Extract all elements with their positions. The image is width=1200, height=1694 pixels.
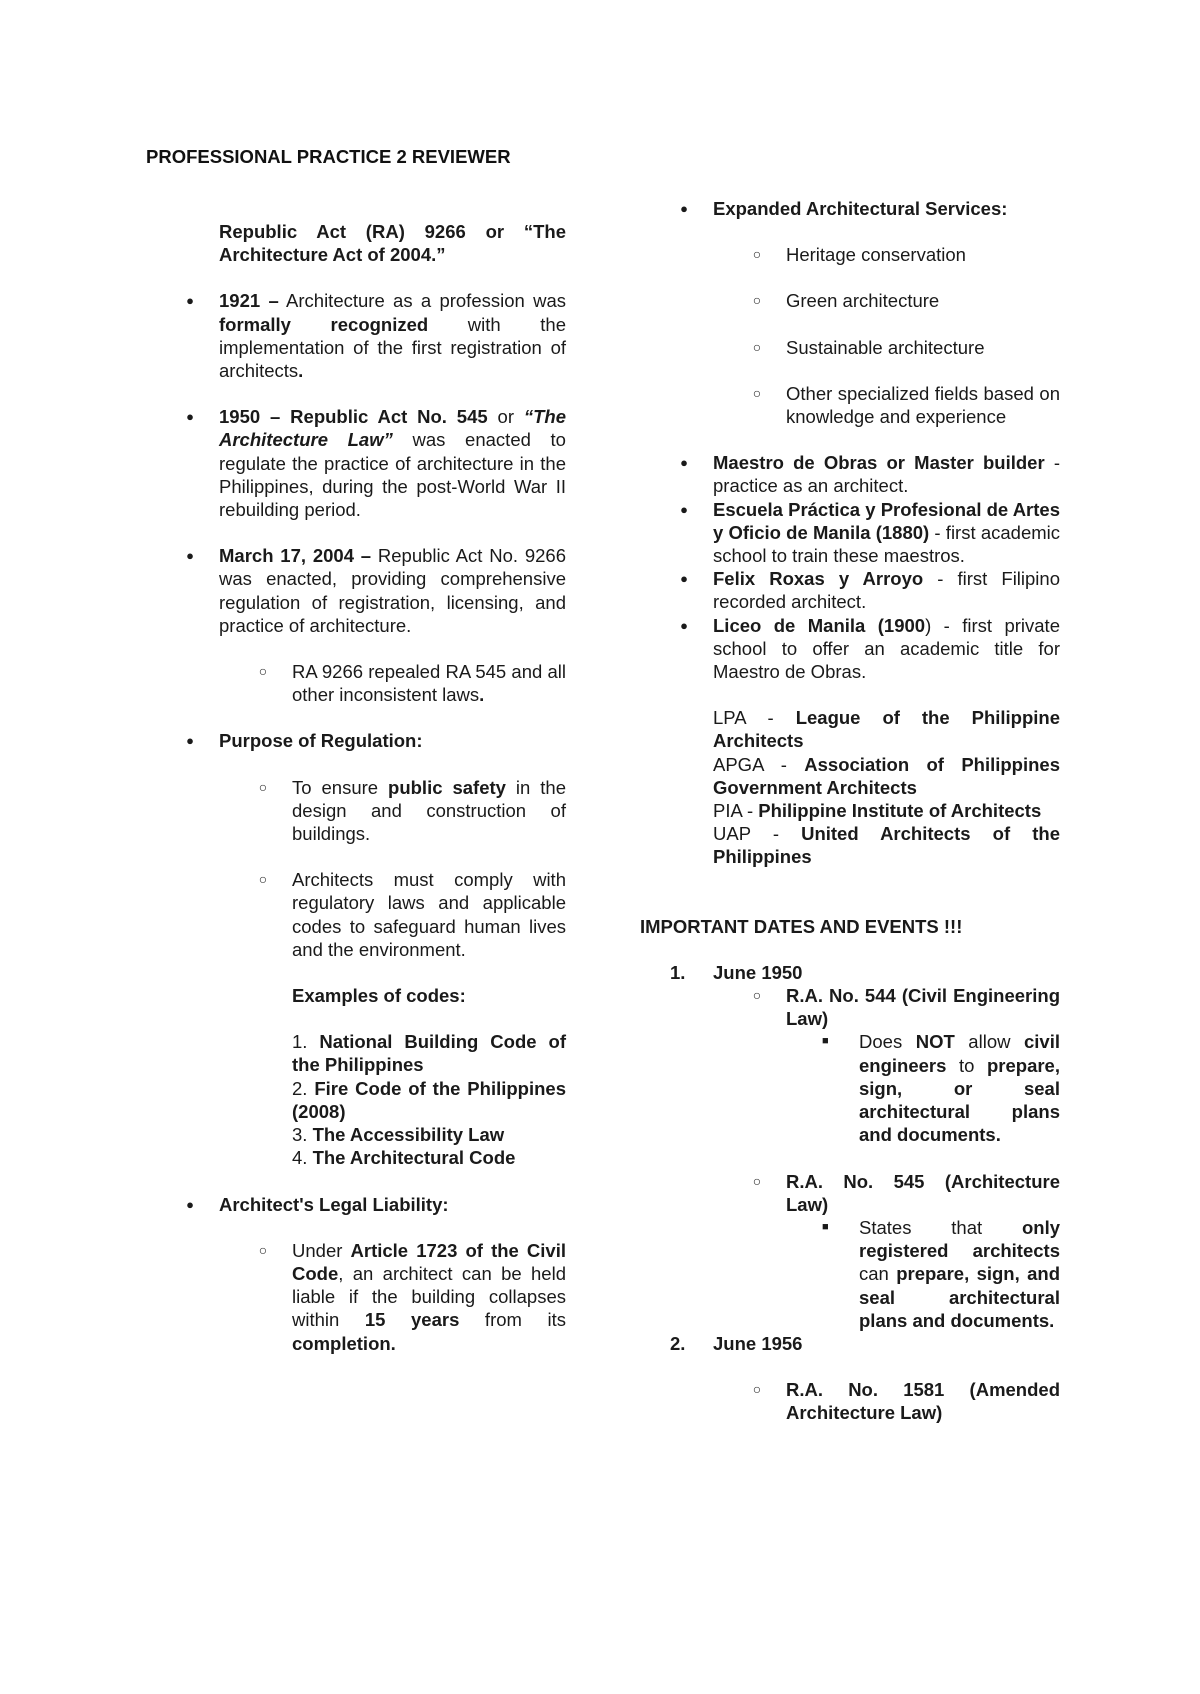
bullet-dot-icon: ● — [680, 617, 688, 633]
bullet-1950: ● 1950 – Republic Act No. 545 or “The Architecture Law” was enacted to regulate the practice of architecture in the Philippines, during the post-World War II rebuilding period. — [146, 405, 566, 521]
codes-list — [292, 1030, 566, 1169]
bullet-dot-icon: ● — [186, 548, 194, 564]
expanded-item: ○ Sustainable architecture — [713, 336, 1060, 359]
bullet-dot-icon: ● — [186, 733, 194, 749]
date-1950: 1. June 1950 — [670, 961, 803, 983]
circle-bullet-icon: ○ — [752, 1381, 762, 1398]
sub-comply: ○ Architects must comply with regulatory laws and applicable codes to safeguard human lives and the environment. — [219, 868, 566, 961]
bullet-2004: ● March 17, 2004 – Republic Act No. 9266 was enacted, providing comprehensive regulation of registration, licensing, and practice of architecture. — [146, 544, 566, 637]
square-bullet-icon: ■ — [822, 1035, 829, 1048]
org-entry: PIA - Philippine Institute of Architects — [713, 800, 1042, 822]
bullet-felix: ● Felix Roxas y Arroyo - first Filipino recorded architect. — [640, 567, 1060, 613]
circle-bullet-icon: ○ — [752, 246, 762, 263]
expanded-item: ○ Green architecture — [713, 289, 1060, 312]
sub-article-1723: ○ Under Article 1723 of the Civil Code, an architect can be held liable if the building collapses within 15 years from its completion. — [219, 1239, 566, 1355]
bullet-dot-icon: ● — [680, 201, 688, 216]
circle-bullet-icon: ○ — [258, 871, 268, 888]
square-bullet-icon: ■ — [822, 1220, 829, 1233]
ra-545-note: ■ States that only registered architects can prepare, sign, and seal architectural plans and documents. — [822, 1216, 1060, 1331]
ra-544: ○ R.A. No. 544 (Civil Engineering Law) — [713, 984, 1060, 1030]
bullet-1921: ● 1921 – Architecture as a profession was formally recognized with the implementation of the first registration of architects. — [146, 289, 566, 382]
bullet-liceo: ● Liceo de Manila (1900) - first private school to offer an academic title for Maestro de Obras. — [640, 614, 1060, 684]
circle-bullet-icon: ○ — [752, 987, 762, 1004]
expanded-item: ○ Heritage conservation — [713, 243, 1060, 266]
code-item: 2. Fire Code of the Philippines (2008) — [292, 1077, 566, 1122]
organizations-list — [640, 706, 1060, 868]
sub-public-safety: ○ To ensure public safety in the design and construction of buildings. — [219, 776, 566, 846]
org-entry: APGA - Association of Philippines Government Architects — [713, 753, 1061, 798]
circle-bullet-icon: ○ — [752, 292, 762, 309]
circle-bullet-icon: ○ — [752, 338, 762, 355]
dates-heading: IMPORTANT DATES AND EVENTS !!! — [640, 915, 963, 937]
code-item: 3. The Accessibility Law — [292, 1124, 505, 1146]
bullet-dot-icon: ● — [186, 1196, 194, 1212]
bullet-liability: ● Architect's Legal Liability: — [146, 1193, 566, 1216]
codes-block — [219, 984, 566, 1169]
bullet-dot-icon: ● — [186, 409, 194, 425]
bullet-dot-icon: ● — [186, 293, 194, 309]
bullet-expanded: ● Expanded Architectural Services: — [640, 197, 1060, 220]
bullet-dot-icon: ● — [680, 455, 688, 471]
code-item: 1. National Building Code of the Philippines — [292, 1031, 566, 1076]
circle-bullet-icon: ○ — [258, 778, 268, 795]
circle-bullet-icon: ○ — [752, 384, 762, 401]
ra-544-note: ■ Does NOT allow civil engineers to prepare, sign, or seal architectural plans and documents. — [822, 1031, 1060, 1146]
left-column — [146, 220, 566, 1378]
sub-repeal: ○ RA 9266 repealed RA 545 and all other inconsistent laws. — [219, 660, 566, 706]
date-1956: 2. June 1956 — [670, 1332, 803, 1354]
bullet-purpose: ● Purpose of Regulation: — [146, 729, 566, 752]
bullet-maestro: ● Maestro de Obras or Master builder - practice as an architect. — [640, 451, 1060, 497]
code-item: 4. The Architectural Code — [292, 1147, 516, 1169]
org-entry: UAP - United Architects of the Philippines — [713, 823, 1060, 868]
intro-heading: Republic Act (RA) 9266 or “The Architecture Act of 2004.” — [219, 221, 566, 266]
circle-bullet-icon: ○ — [258, 1241, 268, 1258]
bullet-dot-icon: ● — [680, 501, 688, 517]
circle-bullet-icon: ○ — [752, 1172, 762, 1189]
document-title: PROFESSIONAL PRACTICE 2 REVIEWER — [146, 146, 511, 167]
bullet-escuela: ● Escuela Práctica y Profesional de Artes y Oficio de Manila (1880) - first academic school to train these maestros. — [640, 498, 1060, 568]
circle-bullet-icon: ○ — [258, 663, 268, 680]
org-entry: LPA - League of the Philippine Architects — [713, 707, 1061, 752]
right-column — [640, 197, 1060, 1448]
bullet-dot-icon: ● — [680, 571, 688, 587]
ra-1581: ○ R.A. No. 1581 (Amended Architecture Law) — [713, 1378, 1060, 1424]
codes-heading: Examples of codes: — [292, 985, 466, 1007]
ra-545: ○ R.A. No. 545 (Architecture Law) — [713, 1170, 1060, 1216]
expanded-item: ○ Other specialized fields based on knowledge and experience — [713, 382, 1060, 428]
